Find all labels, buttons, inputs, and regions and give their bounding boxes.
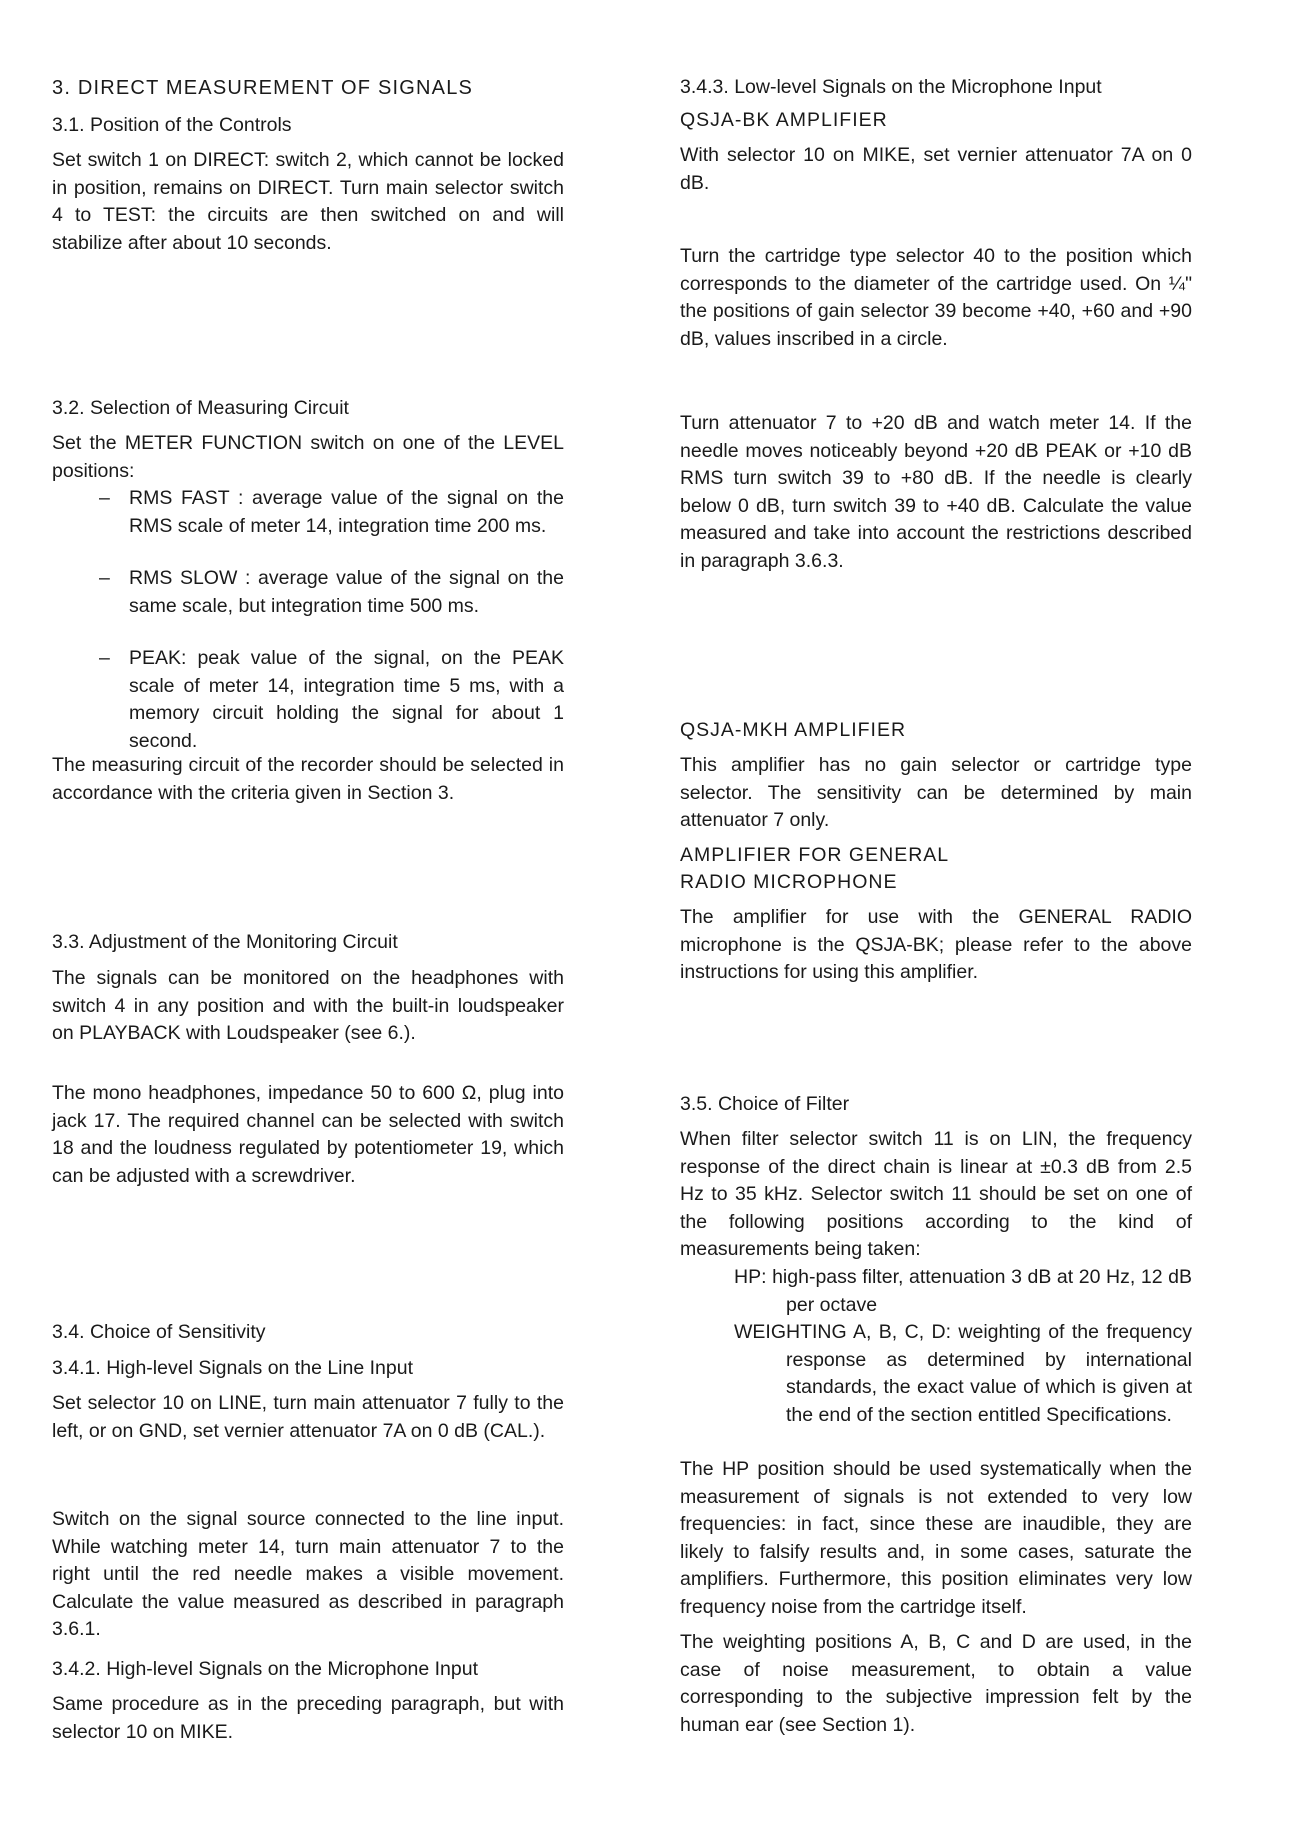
section-3-4-1-body-1: Set selector 10 on LINE, turn main attenuator 7 fully to the left, or on GND, set vernier attenuator 7A on 0 dB (CAL.). <box>52 1392 564 1442</box>
section-3-3-body-2: The mono headphones, impedance 50 to 600 Ω, plug into jack 17. The required channel can be selected with switch 18 and the loudness regulated by potentiometer 19, which can be adjusted with a screwdriver. <box>52 1082 564 1187</box>
section-3-2-outro: The measuring circuit of the recorder should be selected in accordance with the criteria given in Section 3. <box>52 754 564 804</box>
section-3-3-body-1: The signals can be monitored on the headphones with switch 4 in any position and with the built-in loudspeaker on PLAYBACK with Loudspeaker (see 6.). <box>52 967 564 1045</box>
filter-list-item-text: HP: high-pass filter, attenuation 3 dB at 20 Hz, 12 dB per octave <box>734 1266 1192 1316</box>
list-item: – PEAK: peak value of the signal, on the PEAK scale of meter 14, integration time 5 ms, with a memory circuit holding the signal for about 1 second. <box>52 645 564 755</box>
section-3-4-2-title: 3.4.2. High-level Signals on the Microphone Input <box>52 1658 479 1680</box>
filter-list-item <box>680 1319 1192 1429</box>
general-radio-body: The amplifier for use with the GENERAL RADIO microphone is the QSJA-BK; please refer to the above instructions for using this amplifier. <box>680 906 1192 984</box>
section-3-5-body-2: The HP position should be used systematically when the measurement of signals is not extended to very low frequencies: in fact, since these are inaudible, they are likely to falsify results and, in some cases, saturate the amplifiers. Furthermore, this position eliminates very low frequency noise from the cartridge itself. <box>680 1458 1192 1618</box>
list-item: – RMS FAST : average value of the signal on the RMS scale of meter 14, integration time 200 ms. <box>52 485 564 540</box>
section-3-2-intro: Set the METER FUNCTION switch on one of the LEVEL positions: <box>52 432 564 482</box>
list-item-text: RMS SLOW : average value of the signal on the same scale, but integration time 500 ms. <box>129 567 564 617</box>
section-3-4-title: 3.4. Choice of Sensitivity <box>52 1321 266 1343</box>
section-3-title: 3. DIRECT MEASUREMENT OF SIGNALS <box>52 77 474 99</box>
section-3-4-1-title: 3.4.1. High-level Signals on the Line Input <box>52 1357 413 1379</box>
section-3-4-2-body: Same procedure as in the preceding paragraph, but with selector 10 on MIKE. <box>52 1693 564 1743</box>
section-3-4-1-body-2: Switch on the signal source connected to the line input. While watching meter 14, turn main attenuator 7 to the right until the red needle makes a visible movement. Calculate the value measured as described in paragraph 3.6.1. <box>52 1508 564 1641</box>
list-item: – RMS SLOW : average value of the signal on the same scale, but integration time 500 ms. <box>52 565 564 620</box>
qsja-bk-body-3: Turn attenuator 7 to +20 dB and watch meter 14. If the needle moves noticeably beyond +20 dB PEAK or +10 dB RMS turn switch 39 to +80 dB. If the needle is clearly below 0 dB, turn switch 39 to +40 dB. Calculate the value measured and take into account the restrictions described in paragraph 3.6.3. <box>680 412 1192 572</box>
section-3-4-3-title: 3.4.3. Low-level Signals on the Microphone Input <box>680 76 1102 98</box>
qsja-bk-body-1: With selector 10 on MIKE, set vernier attenuator 7A on 0 dB. <box>680 144 1192 194</box>
list-item-text: PEAK: peak value of the signal, on the PEAK scale of meter 14, integration time 5 ms, with a memory circuit holding the signal for about 1 second. <box>129 647 564 752</box>
section-3-5-body-1: When filter selector switch 11 is on LIN, the frequency response of the direct chain is linear at ±0.3 dB from 2.5 Hz to 35 kHz. Selector switch 11 should be set on one of the following positions according to the kind of measurements being taken: <box>680 1128 1192 1261</box>
list-item-text: RMS FAST : average value of the signal on the RMS scale of meter 14, integration time 200 ms. <box>129 487 564 537</box>
section-3-1-body: Set switch 1 on DIRECT: switch 2, which cannot be locked in position, remains on DIRECT. Turn main selector switch 4 to TEST: the circuits are then switched on and will stabilize after about 10 seconds. <box>52 149 564 254</box>
qsja-bk-title: QSJA-BK AMPLIFIER <box>680 109 888 131</box>
section-3-3-title: 3.3. Adjustment of the Monitoring Circuit <box>52 931 398 953</box>
section-3-5-body-3: The weighting positions A, B, C and D are used, in the case of noise measurement, to obtain a value corresponding to the subjective impression felt by the human ear (see Section 1). <box>680 1631 1192 1736</box>
qsja-mkh-title: QSJA-MKH AMPLIFIER <box>680 719 907 741</box>
general-radio-title-2: RADIO MICROPHONE <box>680 871 898 893</box>
qsja-bk-body-2: Turn the cartridge type selector 40 to the position which corresponds to the diameter of the cartridge used. On ¼" the positions of gain selector 39 become +40, +60 and +90 dB, values inscribed in a circle. <box>680 245 1192 350</box>
qsja-mkh-body: This amplifier has no gain selector or cartridge type selector. The sensitivity can be determined by main attenuator 7 only. <box>680 754 1192 832</box>
filter-list-item-text: WEIGHTING A, B, C, D: weighting of the frequency response as determined by international standards, the exact value of which is given at the end of the section entitled Specifications. <box>734 1321 1192 1426</box>
section-3-2-title: 3.2. Selection of Measuring Circuit <box>52 397 349 419</box>
filter-list-item <box>680 1264 1192 1319</box>
general-radio-title-1: AMPLIFIER FOR GENERAL <box>680 844 950 866</box>
section-3-5-title: 3.5. Choice of Filter <box>680 1093 850 1115</box>
section-3-1-title: 3.1. Position of the Controls <box>52 114 292 136</box>
